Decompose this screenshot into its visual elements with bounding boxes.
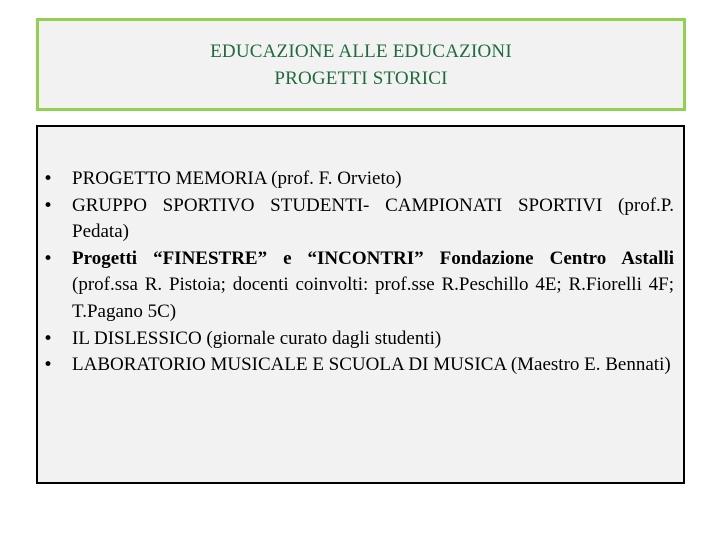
list-item-progetto-memoria (38, 166, 674, 193)
bullet-icon: • (43, 248, 54, 269)
item-lead: Progetti “FINESTRE” e “INCONTRI” Fondazione Centro Astalli (72, 247, 674, 269)
list-item-il-dislessico (38, 326, 674, 353)
item-lead: PROGETTO MEMORIA (72, 168, 267, 189)
item-lead: IL DISLESSICO (72, 327, 202, 349)
item-detail: (prof. F. Orvieto) (266, 168, 402, 189)
list-item-gruppo-sportivo (38, 193, 674, 246)
item-detail: (giornale curato dagli studenti) (201, 327, 442, 349)
item-lead: GRUPPO SPORTIVO STUDENTI- CAMPIONATI SPORTIVI (72, 194, 603, 216)
content-box (36, 125, 685, 484)
list-item-laboratorio-musicale (38, 352, 674, 379)
item-detail: (Maestro E. Bennati) (506, 354, 671, 376)
title-box (36, 18, 686, 111)
title-line-1: EDUCAZIONE ALLE EDUCAZIONI (210, 40, 512, 62)
bullet-icon: • (43, 195, 54, 216)
item-detail: (prof.ssa R. Pistoia; docenti coinvolti: prof.sse R.Peschillo 4E; R.Fiorelli 4F; T.Pagano 5C) (72, 274, 674, 322)
project-list (38, 166, 674, 379)
item-lead: LABORATORIO MUSICALE E SCUOLA DI MUSICA (72, 354, 507, 376)
item-detail: (prof.P. Pedata) (72, 194, 674, 243)
bullet-icon: • (43, 169, 54, 189)
title-line-2: PROGETTI STORICI (274, 67, 448, 89)
bullet-icon: • (43, 328, 54, 349)
list-item-progetti-finestre (38, 246, 674, 326)
bullet-icon: • (43, 355, 54, 376)
